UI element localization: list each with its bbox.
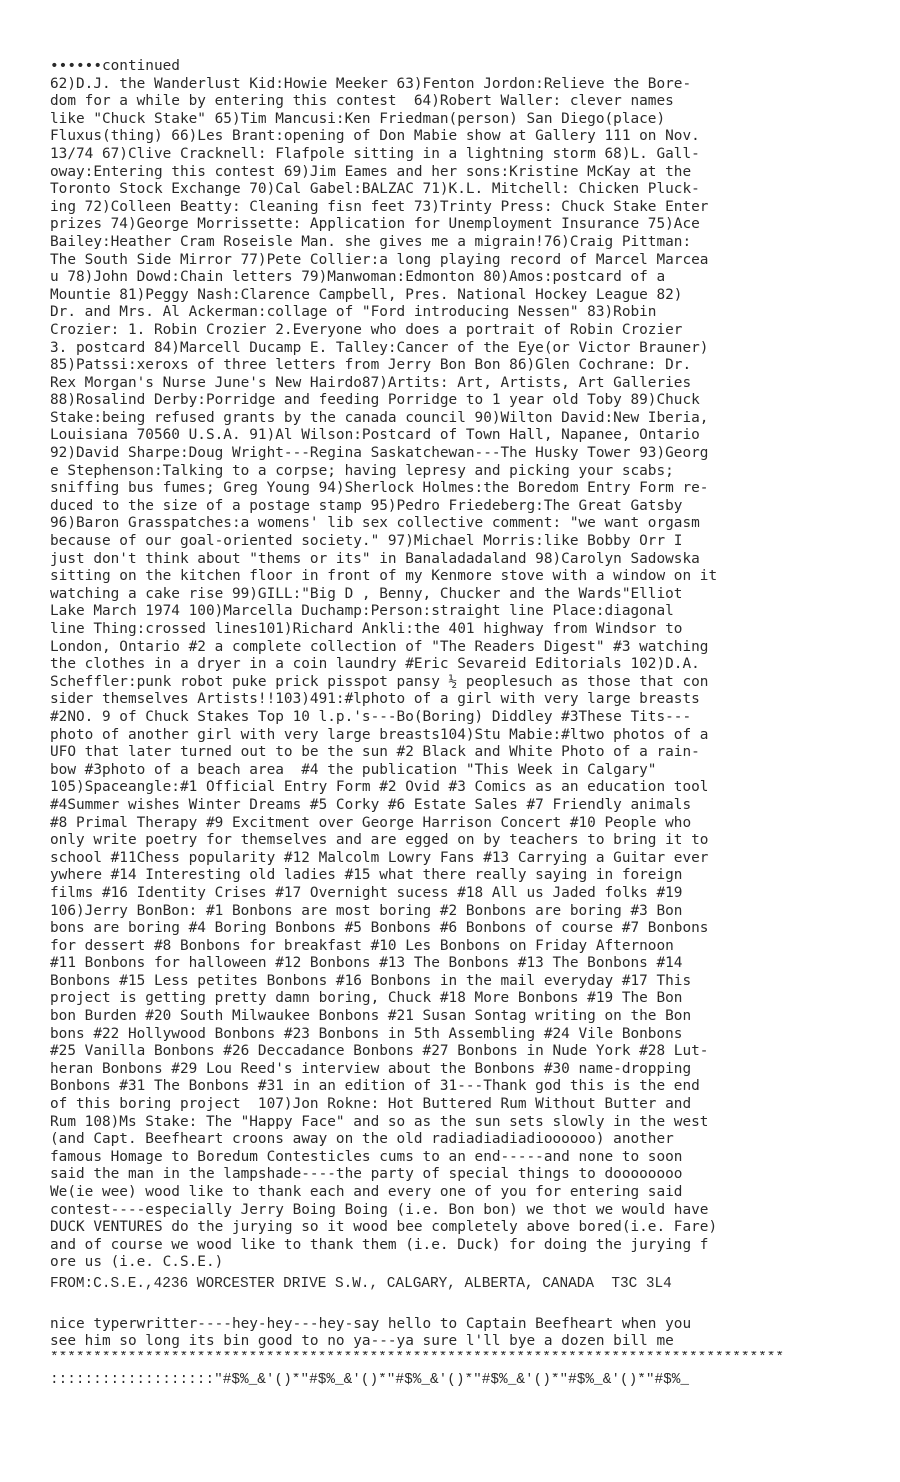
body-line: 92)David Sharpe:Doug Wright---Regina Saskatchewan---The Husky Tower 93)Georg bbox=[50, 445, 709, 462]
body-line: contest----especially Jerry Boing Boing (i.e. Bon bon) we thot we would have bbox=[50, 1201, 709, 1218]
body-line: Scheffler:punk robot puke prick pisspot pansy ½ peoplesuch as those that con bbox=[50, 673, 709, 690]
body-line: oway:Entering this contest 69)Jim Eames and her sons:Kristine McKay at the bbox=[50, 163, 692, 180]
body-line: #11 Bonbons for halloween #12 Bonbons #13 The Bonbons #13 The Bonbons #14 bbox=[50, 955, 683, 972]
body-line: e Stephenson:Talking to a corpse; having lepresy and picking your scabs; bbox=[50, 462, 674, 479]
symbol-rule: :::::::::::::::::::"#$%_&'()*"#$%_&'()*"#$%_&'()*"#$%_&'()*"#$%_&'()*"#$%_ bbox=[50, 1372, 690, 1387]
body-line: #8 Primal Therapy #9 Excitment over George Harrison Concert #10 People who bbox=[50, 814, 692, 831]
body-line: Louisiana 70560 U.S.A. 91)Al Wilson:Postcard of Town Hall, Napanee, Ontario bbox=[50, 427, 700, 444]
body-line: Mountie 81)Peggy Nash:Clarence Campbell, Pres. National Hockey League 82) bbox=[50, 286, 683, 303]
body-line: bons are boring #4 Boring Bonbons #5 Bonbons #6 Bonbons of course #7 Bonbons bbox=[50, 920, 709, 937]
body-line: Bonbons #31 The Bonbons #31 in an edition of 31---Thank god this is the end bbox=[50, 1078, 700, 1095]
body-line: school #11Chess popularity #12 Malcolm Lowry Fans #13 Carrying a Guitar ever bbox=[50, 849, 709, 866]
body-line: bon Burden #20 South Milwaukee Bonbons #21 Susan Sontag writing on the Bon bbox=[50, 1008, 692, 1025]
body-line: and of course we wood like to thank them (i.e. Duck) for doing the jurying f bbox=[50, 1236, 709, 1253]
body-line: photo of another girl with very large breasts104)Stu Mabie:#ltwo photos of a bbox=[50, 726, 709, 743]
body-line: Stake:being refused grants by the canada council 90)Wilton David:New Iberia, bbox=[50, 409, 709, 426]
footer-text bbox=[50, 1316, 860, 1351]
body-line: 88)Rosalind Derby:Porridge and feeding Porridge to 1 year old Toby 89)Chuck bbox=[50, 392, 700, 409]
body-line: 62)D.J. the Wanderlust Kid:Howie Meeker 63)Fenton Jordon:Relieve the Bore- bbox=[50, 75, 692, 92]
body-line: sitting on the kitchen floor in front of my Kenmore stove with a window on it bbox=[50, 568, 718, 585]
body-line: 96)Baron Grasspatches:a womens' lib sex collective comment: "we want orgasm bbox=[50, 515, 700, 532]
body-line: famous Homage to Boredum Contesticles cums to an end-----and none to soon bbox=[50, 1148, 683, 1165]
body-line: 85)Patssi:xeroxs of three letters from Jerry Bon Bon 86)Glen Cochrane: Dr. bbox=[50, 357, 692, 374]
body-line: UFO that later turned out to be the sun #2 Black and White Photo of a rain- bbox=[50, 744, 700, 761]
from-address-line: FROM:C.S.E.,4236 WORCESTER DRIVE S.W., CALGARY, ALBERTA, CANADA T3C 3L4 bbox=[50, 1275, 672, 1292]
body-line: bons #22 Hollywood Bonbons #23 Bonbons in 5th Assembling #24 Vile Bonbons bbox=[50, 1025, 683, 1042]
body-line: films #16 Identity Crises #17 Overnight sucess #18 All us Jaded folks #19 bbox=[50, 884, 683, 901]
footer-line: nice typerwritter----hey-hey---hey-say hello to Captain Beefheart when you bbox=[50, 1315, 692, 1332]
body-line: project is getting pretty damn boring, Chuck #18 More Bonbons #19 The Bon bbox=[50, 990, 683, 1007]
body-line: of this boring project 107)Jon Rokne: Hot Buttered Rum Without Butter and bbox=[50, 1096, 692, 1113]
body-line: u 78)John Dowd:Chain letters 79)Manwoman:Edmonton 80)Amos:postcard of a bbox=[50, 269, 666, 286]
body-line: Lake March 1974 100)Marcella Duchamp:Person:straight line Place:diagonal bbox=[50, 603, 674, 620]
body-line: like "Chuck Stake" 65)Tim Mancusi:Ken Friedman(person) San Diego(place) bbox=[50, 110, 666, 127]
body-line: sniffing bus fumes; Greg Young 94)Sherlock Holmes:the Boredom Entry Form re- bbox=[50, 480, 709, 497]
asterisk-rule: ************************************************************************************* bbox=[50, 1350, 785, 1365]
body-line: sider themselves Artists!!103)491:#lphoto of a girl with very large breasts bbox=[50, 691, 700, 708]
body-line: Dr. and Mrs. Al Ackerman:collage of "Ford introducing Nessen" 83)Robin bbox=[50, 304, 657, 321]
body-line: because of our goal-oriented society." 97)Michael Morris:like Bobby Orr I bbox=[50, 533, 683, 550]
body-line: said the man in the lampshade----the party of special things to doooooooo bbox=[50, 1166, 683, 1183]
body-line: London, Ontario #2 a complete collection of "The Readers Digest" #3 watching bbox=[50, 638, 709, 655]
body-line: 3. postcard 84)Marcell Ducamp E. Talley:Cancer of the Eye(or Victor Brauner) bbox=[50, 339, 709, 356]
body-text bbox=[50, 58, 860, 1272]
body-line: #2NO. 9 of Chuck Stakes Top 10 l.p.'s---Bo(Boring) Diddley #3These Tits--- bbox=[50, 708, 692, 725]
body-line: Rum 108)Ms Stake: The "Happy Face" and so as the sun sets slowly in the west bbox=[50, 1113, 709, 1130]
body-line: prizes 74)George Morrissette: Application for Unemployment Insurance 75)Ace bbox=[50, 216, 700, 233]
body-line: the clothes in a dryer in a coin laundry #Eric Sevareid Editorials 102)D.A. bbox=[50, 656, 700, 673]
body-line: Toronto Stock Exchange 70)Cal Gabel:BALZAC 71)K.L. Mitchell: Chicken Pluck- bbox=[50, 181, 700, 198]
body-line: #25 Vanilla Bonbons #26 Deccadance Bonbons #27 Bonbons in Nude York #28 Lut- bbox=[50, 1043, 709, 1060]
body-line: for dessert #8 Bonbons for breakfast #10 Les Bonbons on Friday Afternoon bbox=[50, 937, 674, 954]
body-line: bow #3photo of a beach area #4 the publication "This Week in Calgary" bbox=[50, 761, 657, 778]
body-line: Bonbons #15 Less petites Bonbons #16 Bonbons in the mail everyday #17 This bbox=[50, 972, 692, 989]
body-line: Fluxus(thing) 66)Les Brant:opening of Don Mabie show at Gallery 111 on Nov. bbox=[50, 128, 700, 145]
body-line: ore us (i.e. C.S.E.) bbox=[50, 1254, 224, 1271]
typed-page bbox=[50, 58, 860, 1387]
body-line: Rex Morgan's Nurse June's New Hairdo87)Artits: Art, Artists, Art Galleries bbox=[50, 374, 692, 391]
body-line: line Thing:crossed lines101)Richard Ankli:the 401 highway from Windsor to bbox=[50, 621, 683, 637]
body-line: Crozier: 1. Robin Crozier 2.Everyone who does a portrait of Robin Crozier bbox=[50, 321, 683, 338]
body-line: ••••••continued bbox=[50, 58, 180, 74]
body-line: ywhere #14 Interesting old ladies #15 what there really saying in foreign bbox=[50, 867, 683, 884]
body-line: just don't think about "thems or its" in Banaladadaland 98)Carolyn Sadowska bbox=[50, 550, 700, 567]
footer-line: see him so long its bin good to no ya---ya sure l'll bye a dozen bill me bbox=[50, 1333, 674, 1350]
body-line: heran Bonbons #29 Lou Reed's interview about the Bonbons #30 name-dropping bbox=[50, 1060, 692, 1077]
body-line: 105)Spaceangle:#1 Official Entry Form #2 Ovid #3 Comics as an education tool bbox=[50, 779, 709, 796]
body-line: DUCK VENTURES do the jurying so it wood bee completely above bored(i.e. Fare) bbox=[50, 1219, 718, 1236]
body-line: 13/74 67)Clive Cracknell: Flafpole sitting in a lightning storm 68)L. Gall- bbox=[50, 145, 700, 162]
body-line: ing 72)Colleen Beatty: Cleaning fisn feet 73)Trinty Press: Chuck Stake Enter bbox=[50, 198, 709, 215]
body-line: #4Summer wishes Winter Dreams #5 Corky #6 Estate Sales #7 Friendly animals bbox=[50, 796, 692, 813]
body-line: watching a cake rise 99)GILL:"Big D , Benny, Chucker and the Wards"Elliot bbox=[50, 585, 683, 602]
body-line: Bailey:Heather Cram Roseisle Man. she gives me a migrain!76)Craig Pittman: bbox=[50, 233, 692, 250]
body-line: (and Capt. Beefheart croons away on the old radiadiadiadioooooo) another bbox=[50, 1131, 674, 1148]
body-line: dom for a while by entering this contest 64)Robert Waller: clever names bbox=[50, 93, 674, 110]
body-line: We(ie wee) wood like to thank each and every one of you for entering said bbox=[50, 1184, 683, 1200]
body-line: duced to the size of a postage stamp 95)Pedro Friedeberg:The Great Gatsby bbox=[50, 497, 683, 514]
body-line: only write poetry for themselves and are egged on by teachers to bring it to bbox=[50, 832, 709, 849]
body-line: The South Side Mirror 77)Pete Collier:a long playing record of Marcel Marcea bbox=[50, 251, 709, 268]
body-line: 106)Jerry BonBon: #1 Bonbons are most boring #2 Bonbons are boring #3 Bon bbox=[50, 902, 683, 919]
